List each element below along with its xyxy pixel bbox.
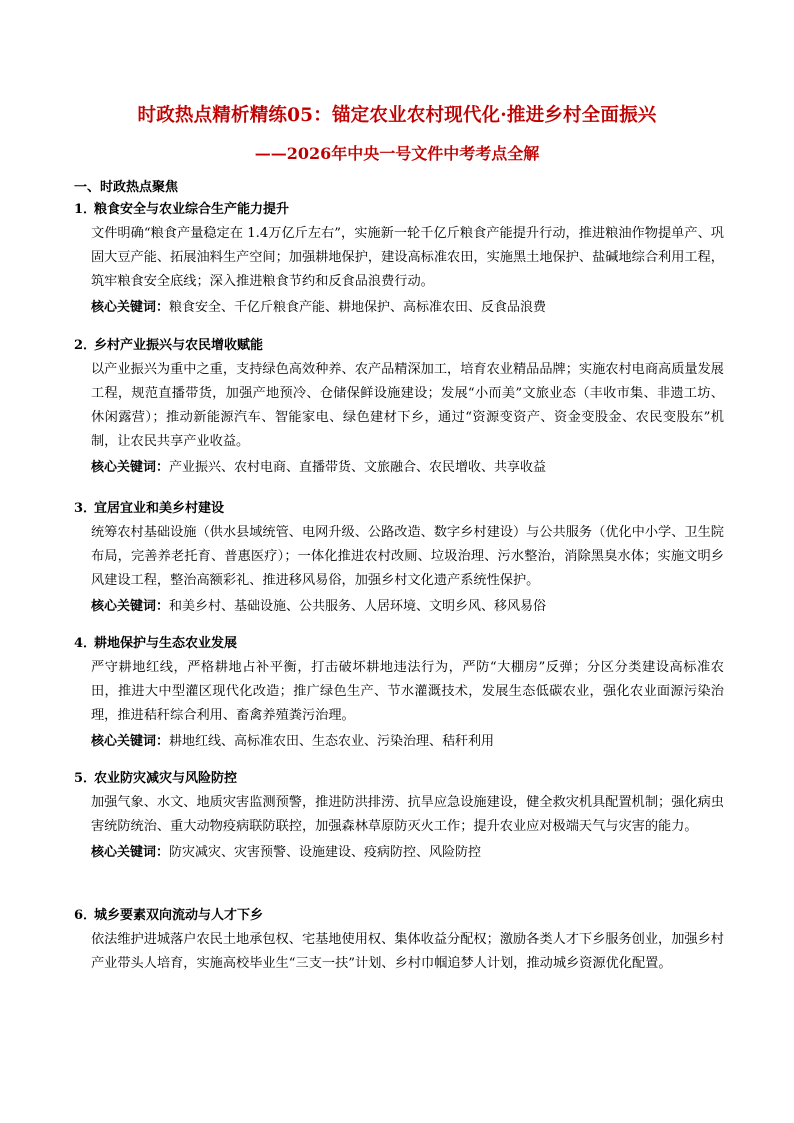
topic-body: 依法维护进城落户农民土地承包权、宅基地使用权、集体收益分配权；激励各类人才下乡服务创业，加强乡村产业带头人培育，实施高校毕业生“三支一扶”计划、乡村巾帼追梦人计划，推动城乡资源优化配置。	[91, 932, 724, 971]
topic-keywords	[91, 595, 724, 619]
topic-number: 1．	[74, 202, 97, 217]
page-title: 时政热点精析精练05：锚定农业农村现代化·推进乡村全面振兴	[137, 105, 657, 126]
topic-title: 粮食安全与农业综合生产能力提升	[94, 202, 290, 217]
keyword-list: 耕地红线、高标准农田、生态农业、污染治理、秸秆利用	[169, 734, 495, 749]
topic-heading	[74, 632, 724, 656]
topic-item-6	[74, 904, 724, 976]
page-subtitle: ——2026年中央一号文件中考考点全解	[254, 144, 540, 163]
topic-heading	[74, 198, 724, 222]
keyword-label: 核心关键词：	[91, 599, 170, 614]
topic-body: 统筹农村基础设施（供水县域统管、电网升级、公路改造、数字乡村建设）与公共服务（优化中小学、卫生院布局，完善养老托育、普惠医疗）；一体化推进农村改厕、垃圾治理、污水整治，消除黑臭水体；实施文明乡风建设工程，整治高额彩礼、推进移风易俗，加强乡村文化遗产系统性保护。	[91, 525, 724, 588]
keyword-label: 核心关键词：	[91, 300, 170, 315]
topic-keywords	[91, 296, 724, 320]
topic-number: 2．	[74, 338, 97, 353]
topic-item-2	[74, 334, 724, 480]
topic-number: 3．	[74, 501, 97, 516]
topic-title: 农业防灾减灾与风险防控	[94, 771, 238, 786]
topic-keywords	[91, 456, 724, 480]
topic-body: 严守耕地红线，严格耕地占补平衡，打击破坏耕地违法行为，严防“大棚房”反弹；分区分类建设高标准农田，推进大中型灌区现代化改造；推广绿色生产、节水灌溉技术，发展生态低碳农业，强化农业面源污染治理，推进秸秆综合利用、畜禽养殖粪污治理。	[91, 660, 724, 723]
topic-number: 4．	[74, 636, 97, 651]
topic-item-4	[74, 632, 724, 754]
topic-title: 乡村产业振兴与农民增收赋能	[94, 338, 264, 353]
topic-body: 加强气象、水文、地质灾害监测预警，推进防洪排涝、抗旱应急设施建设，健全救灾机具配置机制；强化病虫害统防统治、重大动物疫病联防联控，加强森林草原防灭火工作；提升农业应对极端天气与灾害的能力。	[91, 795, 724, 834]
keyword-label: 核心关键词：	[91, 734, 170, 749]
topic-item-1	[74, 198, 724, 320]
topic-heading	[74, 767, 724, 791]
topic-title: 城乡要素双向流动与人才下乡	[94, 908, 264, 923]
keyword-label: 核心关键词：	[91, 460, 170, 475]
topic-title: 耕地保护与生态农业发展	[94, 636, 238, 651]
topic-heading	[74, 904, 724, 928]
topic-keywords	[91, 841, 724, 865]
topic-body: 以产业振兴为重中之重，支持绿色高效种养、农产品精深加工，培育农业精品品牌；实施农村电商高质量发展工程，规范直播带货，加强产地预冷、仓储保鲜设施建设；发展“小而美”文旅业态（丰收市集、非遗工坊、休闲露营）；推动新能源汽车、智能家电、绿色建材下乡，通过“资源变资产、资金变股金、农民变股东”机制，让农民共享产业收益。	[91, 362, 724, 449]
topic-number: 5．	[74, 771, 97, 786]
keyword-list: 防灾减灾、灾害预警、设施建设、疫病防控、风险防控	[169, 845, 482, 860]
keyword-list: 产业振兴、农村电商、直播带货、文旅融合、农民增收、共享收益	[169, 460, 547, 475]
section-heading: 一、时政热点聚焦	[74, 180, 179, 195]
topic-heading	[74, 334, 724, 358]
topic-body: 文件明确“粮食产量稳定在 1.4万亿斤左右”，实施新一轮千亿斤粮食产能提升行动，推进粮油作物提单产、巩固大豆产能、拓展油料生产空间；加强耕地保护，建设高标准农田，实施黑土地保护、盐碱地综合利用工程，筑牢粮食安全底线；深入推进粮食节约和反食品浪费行动。	[91, 226, 724, 289]
topic-title: 宜居宜业和美乡村建设	[94, 501, 225, 516]
topic-number: 6．	[74, 908, 97, 923]
topic-item-3	[74, 497, 724, 619]
topic-keywords	[91, 730, 724, 754]
keyword-label: 核心关键词：	[91, 845, 170, 860]
keyword-list: 粮食安全、千亿斤粮食产能、耕地保护、高标准农田、反食品浪费	[169, 300, 547, 315]
topic-item-5	[74, 767, 724, 865]
topic-heading	[74, 497, 724, 521]
keyword-list: 和美乡村、基础设施、公共服务、人居环境、文明乡风、移风易俗	[169, 599, 547, 614]
